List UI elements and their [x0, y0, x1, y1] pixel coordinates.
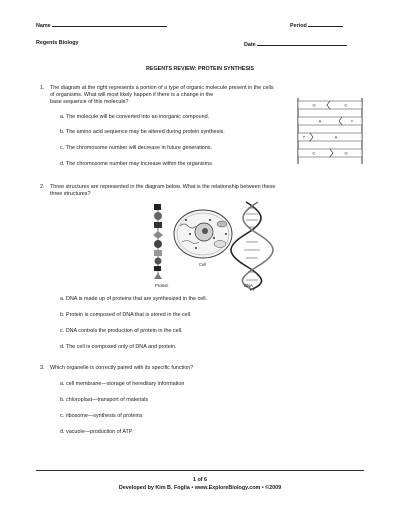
period-blank — [308, 21, 343, 27]
q1-option-c[interactable]: c. The chromosome number will decrease in future generations. — [60, 145, 213, 151]
q2-option-d[interactable]: d. The cell is composed only of DNA and protein. — [60, 344, 177, 350]
q1-stem-line2: of organisms. What will most likely happen if there is a change in the — [50, 92, 214, 98]
date-blank — [257, 40, 347, 46]
dna-helix — [231, 202, 273, 290]
amino-acid-9 — [154, 273, 162, 279]
q2-option-a[interactable]: a. DNA is made up of proteins that are synthesized in the cell. — [60, 296, 208, 302]
cell-illustration — [174, 210, 232, 258]
name-field — [36, 21, 167, 30]
dna-ladder-diagram — [296, 96, 366, 166]
amino-acid-8 — [154, 266, 161, 271]
footer-rule — [36, 470, 364, 471]
q3-option-a[interactable]: a. cell membrane—storage of hereditary information — [60, 381, 185, 387]
q1-stem-line3: base sequence of this molecule? — [50, 99, 129, 105]
q1-option-a[interactable]: a. The molecule will be converted into an inorganic compound. — [60, 114, 210, 120]
page-number: 1 of 6 — [192, 477, 208, 483]
course-name: Regents Biology — [36, 40, 79, 46]
q3-option-d[interactable]: d. vacuole—production of ATP — [60, 429, 133, 435]
amino-acid-4 — [153, 231, 163, 239]
base-letter-4: T — [350, 118, 354, 124]
q2-stem-line2: three structures? — [50, 191, 91, 197]
name-blank — [52, 21, 167, 27]
q1-option-b[interactable]: b. The amino acid sequence may be altered during protein synthesis. — [60, 129, 225, 135]
q1-number: 1. — [40, 85, 45, 91]
q2-option-b[interactable]: b. Protein is composed of DNA that is stored in the cell. — [60, 312, 192, 318]
structures-diagram — [140, 200, 280, 292]
base-letter-1: G — [312, 102, 316, 108]
amino-acid-2 — [154, 212, 162, 220]
period-label: Period — [290, 23, 307, 29]
date-label: Date — [244, 42, 256, 48]
q2-number: 2. — [40, 184, 45, 190]
period-field — [290, 21, 343, 30]
amino-acid-7 — [155, 258, 162, 265]
dna-label: DNA — [244, 283, 253, 288]
base-letter-6: A — [334, 134, 338, 140]
q2-stem-line1: Three structures are represented in the diagram below. What is the relationship between these — [50, 184, 276, 190]
base-left-4 — [298, 149, 333, 157]
page-title: REGENTS REVIEW: PROTEIN SYNTHESIS — [145, 66, 255, 72]
amino-acid-5 — [154, 240, 162, 248]
footer-credit: Developed by Kim B. Foglia • www.ExploreBiology.com • ©2009 — [118, 485, 282, 491]
base-letter-5: T — [302, 134, 306, 140]
amino-acid-1 — [154, 204, 161, 210]
name-label: Name — [36, 23, 51, 29]
protein-chain — [153, 204, 163, 279]
q1-stem-line1: The diagram at the right represents a portion of a type of organic molecule present in the cells — [50, 85, 274, 91]
date-field — [244, 40, 347, 49]
cell-label: Cell — [199, 262, 207, 267]
q3-option-c[interactable]: c. ribosome—synthesis of proteins — [60, 413, 143, 419]
protein-label: Protein — [155, 283, 169, 288]
q1-option-d[interactable]: d. The chromosome number may increase within the organisms. — [60, 161, 214, 167]
base-letter-7: C — [312, 150, 316, 156]
q3-option-b[interactable]: b. chloroplast—transport of materials — [60, 397, 149, 403]
base-letter-8: G — [344, 150, 348, 156]
base-letter-3: A — [318, 118, 322, 124]
base-letter-2: C — [344, 102, 348, 108]
amino-acid-3 — [154, 222, 162, 228]
amino-acid-6 — [154, 250, 162, 256]
q3-number: 3. — [40, 365, 45, 371]
q2-option-c[interactable]: c. DNA controls the production of protein in the cell. — [60, 328, 183, 334]
q3-stem: Which organelle is correctly paired with its specific function? — [50, 365, 194, 371]
